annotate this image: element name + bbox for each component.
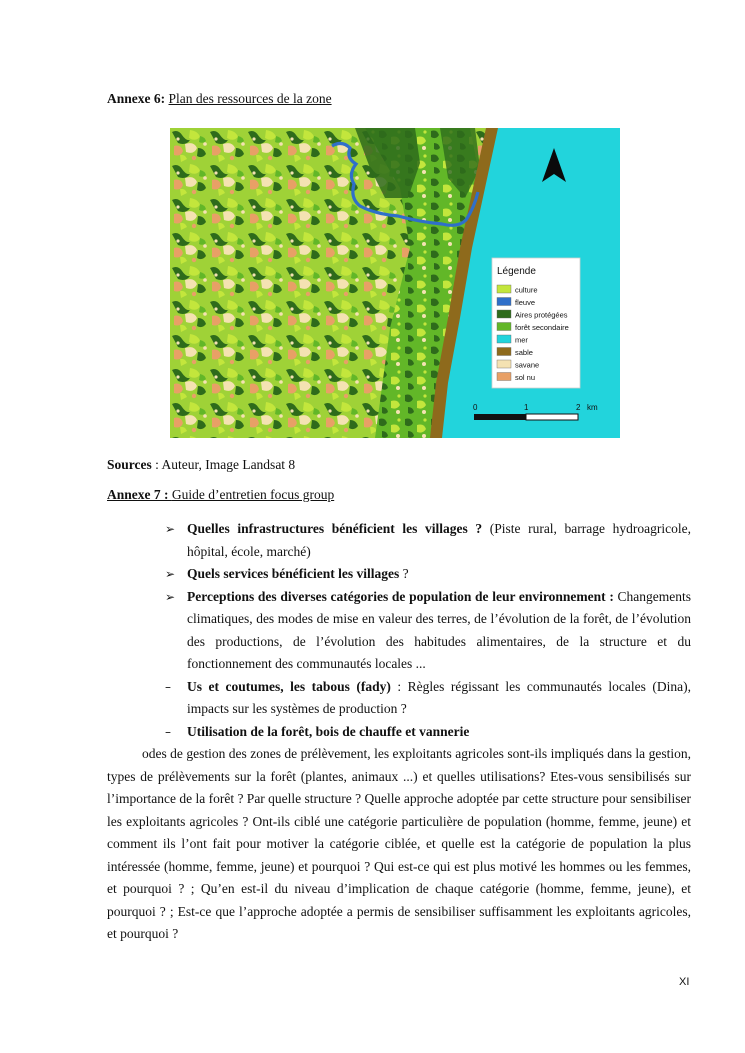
bullet-dash-icon: –	[165, 679, 171, 694]
item-bold: Utilisation de la forêt, bois de chauffe et vannerie	[187, 723, 470, 739]
legend-label: sable	[515, 348, 533, 357]
annexe6-title: Plan des ressources de la zone	[168, 91, 332, 106]
sources-text: : Auteur, Image Landsat 8	[151, 457, 296, 472]
annexe7-heading	[107, 486, 334, 504]
list-item	[107, 586, 691, 676]
legend-label: Aires protégées	[515, 310, 568, 320]
legend-label: sol nu	[515, 373, 536, 382]
map-legend	[492, 258, 580, 388]
legend-label: forêt secondaire	[515, 323, 569, 332]
legend-label: savane	[515, 360, 540, 370]
annexe7-title: Guide d’entretien focus group	[171, 487, 335, 502]
scale-tick-0: 0	[473, 403, 478, 412]
legend-label: fleuve	[515, 298, 536, 307]
sources-label: Sources	[107, 457, 152, 472]
list-item	[107, 721, 691, 744]
legend-swatch	[497, 348, 511, 356]
scale-tick-1: 1	[524, 403, 529, 412]
legend-swatch	[497, 373, 511, 381]
list-item	[107, 563, 691, 586]
sources-line	[107, 456, 295, 474]
bullet-arrow-icon: ➢	[165, 522, 176, 536]
item-bold: Perceptions des diverses catégories de population de leur environnement :	[187, 588, 614, 604]
page-number: XI	[679, 976, 690, 988]
legend-swatch	[497, 335, 511, 343]
legend-swatch	[497, 298, 511, 306]
bullet-arrow-icon: ➢	[165, 567, 176, 581]
annexe6-label: Annexe 6:	[107, 91, 166, 106]
item-bold: Quels services bénéficient les villages	[187, 566, 400, 581]
scale-unit: km	[587, 403, 598, 412]
bullet-dash-icon: –	[165, 724, 171, 739]
legend-swatch	[497, 310, 511, 318]
item-text: (Piste rural, barrage hydroagricole, hôpital, école, marché)	[187, 521, 691, 559]
list-item	[107, 518, 691, 563]
legend-title: Légende	[497, 266, 536, 277]
legend-swatch	[497, 323, 511, 331]
interview-questions-list	[107, 518, 691, 743]
bullet-arrow-icon: ➢	[165, 589, 176, 604]
body-paragraph: odes de gestion des zones de prélèvement, les exploitants agricoles sont-ils impliqués dans la gestion, types de prélèvements sur la forêt (plantes, animaux ...) et quelles utilisations? Etes-vous sensibilisés sur l’importance de la forêt ? Par quelle structure ? Quelle approche adoptée par cette structure pour sensibiliser les exploitants agricoles ? Ont-ils ciblé une catégorie particulière de population (homme, femme, jeune) et comment ils l’ont fait pour motiver la catégorie ciblée, et quelle est la catégorie de population la plus intéressée (homme, femme, jeune) et pourquoi ? Qui est-ce qui est plus motivé les hommes ou les femmes, et pourquoi ? ; Qu’en est-il du niveau d’implication de chaque catégorie (homme, femme, jeune), et pourquoi ? ; Est-ce que l’approche adoptée a permis de sensibiliser suffisamment les exploitants agricoles, et pourquoi ?	[107, 746, 692, 941]
annexe7-label: Annexe 7 :	[107, 487, 169, 502]
item-bold: Quelles infrastructures bénéficient les villages ?	[187, 521, 483, 536]
item-text: : Règles régissant les communautés locales (Dina), impacts sur les systèmes de production ?	[187, 678, 691, 716]
item-bold: Us et coutumes, les tabous (fady)	[187, 678, 391, 694]
list-item	[107, 676, 691, 721]
legend-label: mer	[515, 335, 528, 345]
item-text: ?	[399, 566, 409, 581]
item-text: Changements climatiques, des modes de mise en valeur des terres, de l’évolution de la forêt, de l’évolution des productions, de l’évolution des habitudes alimentaires, de la structure et du fonctionnement des communautés locales ...	[187, 588, 691, 671]
legend-swatch	[497, 360, 511, 368]
legend-label: culture	[515, 285, 538, 295]
annexe6-heading	[107, 90, 332, 108]
resource-map	[170, 128, 620, 438]
scale-tick-2: 2	[576, 403, 581, 412]
legend-swatch	[497, 285, 511, 293]
